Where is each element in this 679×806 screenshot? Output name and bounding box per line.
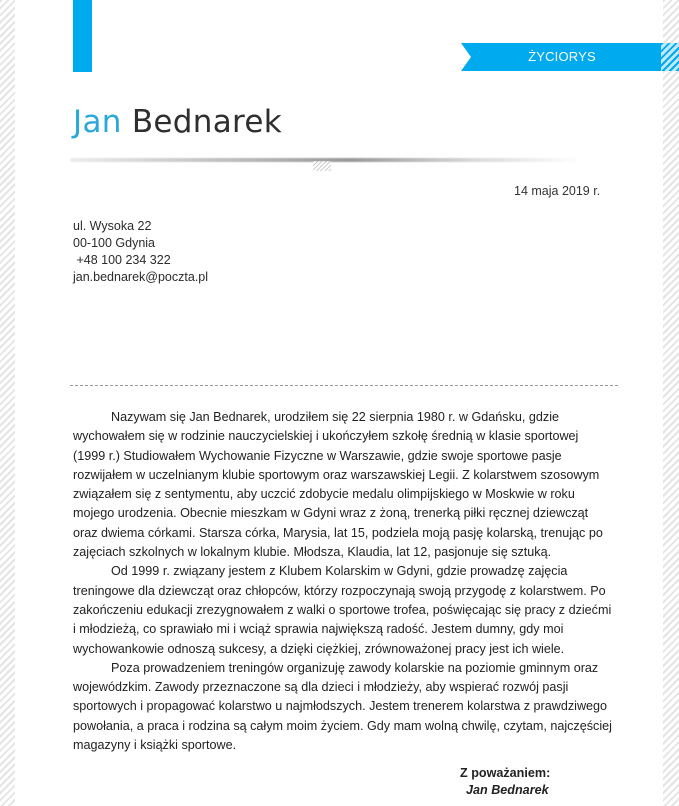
closing-signature: Jan Bednarek <box>466 783 549 797</box>
first-name: Jan <box>73 104 122 140</box>
author-name <box>73 104 282 140</box>
dashed-divider <box>70 385 618 386</box>
address-phone: +48 100 234 322 <box>73 253 171 267</box>
right-hatched-border <box>663 0 679 806</box>
letter-body <box>73 408 613 755</box>
banner-hatch-decoration <box>661 43 679 71</box>
letter-date: 14 maja 2019 r. <box>514 184 601 198</box>
body-paragraph: Poza prowadzeniem treningów organizuję zawody kolarskie na poziomie gminnym oraz wojewódzkim. Zawody przeznaczone są dla dzieci i młodzieży, aby wspierać rozwój pasji sportowych i propagować kolarstwo u najmłodszych. Jestem trenerem kolarstwa z prawdziwego powołania, a praca i rodzina są całym moim życiem. Gdy mam wolną chwilę, czytam, najczęściej magazyny i książki sportowe. <box>73 660 612 753</box>
body-paragraph: Od 1999 r. związany jestem z Klubem Kolarskim w Gdyni, gdzie prowadzę zajęcia treningowe dla dziewcząt oraz chłopców, którzy rozpoczynają swoją przygodę z kolarstwem. Po zakończeniu edukacji zrezygnowałem z walki o sportowe trofea, poświęcając się pracy z dziećmi i młodzieżą, co sprawiało mi i wciąż sprawia największą radość. Jestem dumny, gdy moi wychowankowie odnoszą sukcesy, a dzięki ciężkiej, zrównoważonej pracy jest ich wiele. <box>73 564 612 656</box>
underline-hatch-decoration <box>313 161 331 171</box>
address-email: jan.bednarek@poczta.pl <box>73 270 208 284</box>
body-paragraph: Nazywam się Jan Bednarek, urodziłem się 22 sierpnia 1980 r. w Gdańsku, gdzie wychowałem się w rodzinie nauczycielskiej i ukończyłem szkołę średnią w klasie sportowej (1999 r.) Studiowałem Wychowanie Fizyczne w Warszawie, gdzie swoje sportowe pasje rozwijałem w uczelnianym klubie sportowym oraz warszawskiej Legii. Z kolarstwem szosowym związałem się z sentymentu, aby uczcić zdobycie medalu olimpijskiego w Moskwie w roku mojego urodzenia. Obecnie mieszkam w Gdyni wraz z żoną, trenerką piłki ręcznej dziewcząt oraz dwiema córkami. Starsza córka, Marysia, lat 15, podziela moją pasję kolarską, trenując po zajęciach szkolnych w lokalnym klubie. Młodsza, Klaudia, lat 12, pasjonuje się sztuką. <box>73 410 603 560</box>
address-city: 00-100 Gdynia <box>73 236 156 250</box>
last-name: Bednarek <box>131 104 282 140</box>
address-street: ul. Wysoka 22 <box>73 219 152 233</box>
left-hatched-border <box>0 0 15 806</box>
section-banner-label: ŻYCIORYS <box>528 49 596 64</box>
sender-address <box>73 218 208 286</box>
closing-salutation: Z poważaniem: <box>460 766 551 780</box>
letter-closing <box>460 765 550 799</box>
accent-bar <box>73 0 92 72</box>
